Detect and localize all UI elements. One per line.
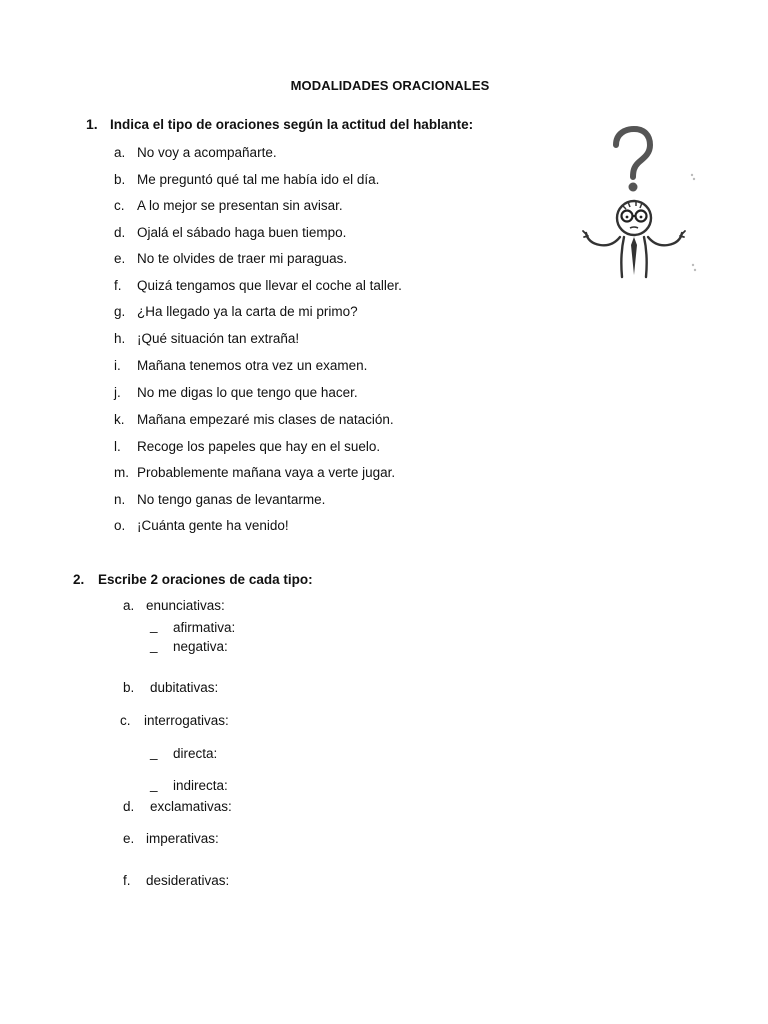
item-text: Mañana tenemos otra vez un examen.: [137, 358, 368, 373]
item-text: A lo mejor se presentan sin avisar.: [137, 198, 343, 213]
item-text: Ojalá el sábado haga buen tiempo.: [137, 225, 347, 240]
item-letter: f.: [114, 278, 122, 293]
item-letter: g.: [114, 304, 126, 319]
item-text: ¿Ha llegado ya la carta de mi primo?: [137, 304, 358, 319]
page-title: MODALIDADES ORACIONALES: [290, 78, 490, 93]
item-letter: f.: [123, 873, 131, 888]
item-text: No te olvides de traer mi paraguas.: [137, 251, 348, 266]
item-letter: n.: [114, 492, 126, 507]
sub-item-dash: _: [150, 777, 158, 792]
item-text: dubitativas:: [150, 680, 219, 695]
item-letter: o.: [114, 518, 126, 533]
item-letter: i.: [114, 358, 121, 373]
item-letter: a.: [114, 145, 126, 160]
confused-person-question-mark-icon: [578, 125, 702, 285]
item-letter: b.: [123, 680, 135, 695]
item-letter: a.: [123, 598, 135, 613]
sub-item-dash: _: [150, 618, 158, 633]
item-letter: d.: [123, 799, 135, 814]
item-text: No me digas lo que tengo que hacer.: [137, 385, 358, 400]
sub-item-dash: _: [150, 745, 158, 760]
item-letter: m.: [114, 465, 129, 480]
item-text: Me preguntó qué tal me había ido el día.: [137, 172, 380, 187]
question-2-number: 2.: [73, 572, 85, 587]
item-letter: j.: [114, 385, 121, 400]
item-text: desiderativas:: [146, 873, 230, 888]
sub-item-text: afirmativa:: [173, 620, 236, 635]
item-letter: b.: [114, 172, 126, 187]
item-letter: k.: [114, 412, 125, 427]
item-text: imperativas:: [146, 831, 219, 846]
question-2-prompt: Escribe 2 oraciones de cada tipo:: [98, 572, 313, 587]
item-text: interrogativas:: [144, 713, 229, 728]
question-1-number: 1.: [86, 116, 98, 132]
item-letter: e.: [123, 831, 135, 846]
sub-item-text: negativa:: [173, 639, 228, 654]
item-text: No tengo ganas de levantarme.: [137, 492, 326, 507]
sub-item-text: directa:: [173, 746, 218, 761]
sub-item-text: indirecta:: [173, 778, 228, 793]
item-letter: l.: [114, 439, 121, 454]
item-text: enunciativas:: [146, 598, 225, 613]
item-letter: e.: [114, 251, 126, 266]
item-letter: d.: [114, 225, 126, 240]
item-text: Probablemente mañana vaya a verte jugar.: [137, 465, 396, 480]
sub-item-dash: _: [150, 638, 158, 653]
item-text: ¡Qué situación tan extraña!: [137, 331, 300, 346]
item-text: Mañana empezaré mis clases de natación.: [137, 412, 394, 427]
item-text: Recoge los papeles que hay en el suelo.: [137, 439, 381, 454]
item-text: No voy a acompañarte.: [137, 145, 277, 160]
item-letter: c.: [120, 713, 131, 728]
question-1-prompt: Indica el tipo de oraciones según la actitud del hablante:: [110, 117, 474, 132]
item-text: Quizá tengamos que llevar el coche al taller.: [137, 278, 402, 293]
item-letter: h.: [114, 331, 126, 346]
item-text: exclamativas:: [150, 799, 232, 814]
item-letter: c.: [114, 198, 125, 213]
item-text: ¡Cuánta gente ha venido!: [137, 518, 289, 533]
